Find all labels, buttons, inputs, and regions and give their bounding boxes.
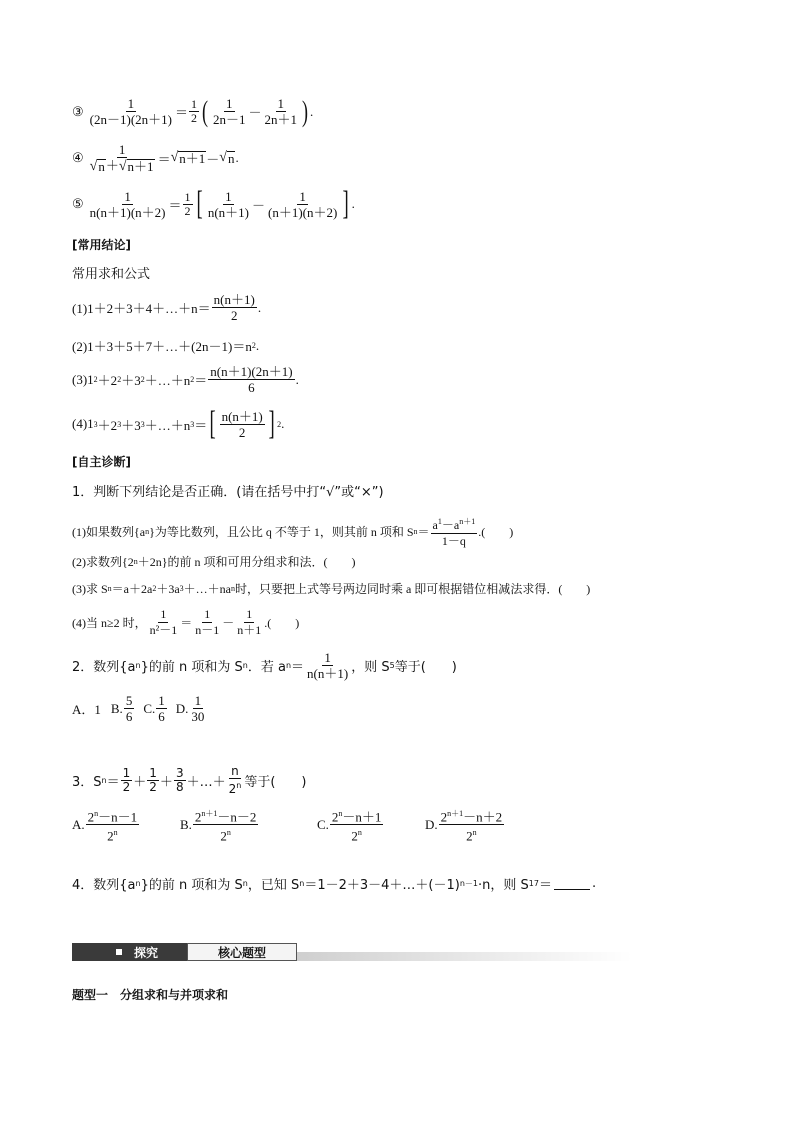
q1-item-2: (2)求数列{2 n ＋2n}的前 n 项和可用分组求和法．( ) bbox=[72, 555, 356, 569]
heading-diagnosis: [自主诊断] bbox=[72, 455, 131, 469]
formula-3: ③ $\frac{1}{(2n-1)(2n+1)}$ ＝ $\frac{1}{2}$ ( $\frac{1}{2n-1}$ － $\frac{1}{2n+1}$ ) . bbox=[72, 94, 314, 128]
question-1-title: 1．判断下列结论是否正确．(请在括号中打“√”或“×”) bbox=[72, 485, 384, 500]
option-c[interactable]: C. $\frac{2^n-n+1}{2^n}$ bbox=[317, 806, 425, 844]
sum-formula-1: (1)1＋2＋3＋4＋…＋n＝ $\frac{n(n+1)}{2}$ . bbox=[72, 292, 262, 323]
question-3: 3．S n ＝ $\frac{1}{2}$ ＋ $\frac{1}{2}$ ＋ $\frac{3}{8}$ ＋…＋ $\frac{n}{2^n}$ 等于( ) bbox=[72, 764, 307, 796]
sum-formula-2: (2)1＋3＋5＋7＋…＋(2n－1)＝n 2 . bbox=[72, 337, 260, 354]
fraction: $\frac{1}{2n+1}$ bbox=[264, 96, 298, 127]
option-c[interactable]: C. $\frac{1}{6}$ bbox=[143, 693, 165, 724]
fraction: $\frac{1}{2}$ bbox=[184, 189, 191, 218]
q1-item-4: (4)当 n≥2 时， $\frac{1}{\text{n²－1}}$ ＝ $\frac{1}{n-1}$ － $\frac{1}{n+1}$ .( ) bbox=[72, 607, 300, 637]
fraction: $\frac{1}{(n+1)(n+2)}$ bbox=[268, 188, 338, 220]
question-2-options bbox=[72, 693, 207, 724]
subtitle-common: 常用求和公式 bbox=[72, 267, 151, 282]
option-b[interactable]: B. $\frac{5}{6}$ bbox=[110, 693, 133, 724]
formula-4: ④ 1 √ n ＋ √ n＋1 ＝ √ n＋1 － √ n . bbox=[72, 142, 239, 174]
option-a[interactable]: A．1 bbox=[72, 702, 101, 717]
sqrt: √ n＋1 bbox=[170, 150, 206, 166]
square-icon bbox=[116, 949, 122, 955]
answer-blank[interactable] bbox=[554, 877, 590, 890]
question-4: 4．数列{a n }的前 n 项和为 S n ，已知 S n ＝1－2＋3－4＋…＋(－1) n－1 ·n，则 S 17 ＝ . bbox=[72, 876, 597, 893]
option-a[interactable]: A. $\frac{2^n-n-1}{2^n}$ bbox=[72, 806, 180, 844]
fraction: $\frac{1}{2n-1}$ bbox=[213, 96, 246, 127]
fraction: 1 √ n ＋ √ n＋1 bbox=[89, 142, 154, 174]
type-1-title: 题型一 分组求和与并项求和 bbox=[72, 988, 229, 1002]
q1-item-1: (1)如果数列{a n }为等比数列，且公比 q 不等于 1，则其前 n 项和 S n ＝ $\frac{a^1-a^{n+1}}{1-q}$ .( ) bbox=[72, 514, 513, 549]
heading-common: [常用结论] bbox=[72, 238, 131, 252]
fraction: $\frac{1}{n(n+1)}$ bbox=[207, 188, 249, 220]
option-d[interactable]: D. $\frac{1}{30}$ bbox=[175, 693, 205, 724]
question-2: 2．数列{a n }的前 n 项和为 S n ．若 a n ＝ $\frac{1}{n(n+1)}$ ，则 S 5 等于( ) bbox=[72, 650, 457, 681]
sum-formula-4: (4)1 3 ＋2 3 ＋3 3 ＋…＋n 3 ＝ [ $\frac{n(n+1)}{2}$ ] 2 . bbox=[72, 405, 285, 442]
fraction: $\frac{1}{n(n+1)(n+2)}$ bbox=[89, 188, 166, 220]
option-d[interactable]: D. $\frac{2^{n+1}-n+2}{2^n}$ bbox=[425, 806, 505, 844]
fraction: $\frac{1}{2}$ bbox=[191, 97, 197, 125]
section-banner: 探究 核心题型 bbox=[72, 943, 632, 961]
q1-item-3: (3)求 S n ＝a＋2a 2 ＋3a 3 ＋…＋na n 时，只要把上式等号两边同时乘 a 即可根据错位相减法求得．( ) bbox=[72, 582, 591, 596]
option-b[interactable]: B. $\frac{2^{n+1}-n-2}{2^n}$ bbox=[180, 806, 317, 844]
sqrt: √ n bbox=[219, 150, 235, 166]
question-3-options bbox=[72, 806, 505, 844]
sum-formula-3: (3)1 2 ＋2 2 ＋3 2 ＋…＋n 2 ＝ $\frac{n(n+1)(2n+1)}{6}$ . bbox=[72, 364, 299, 395]
formula-5: ⑤ $\frac{1}{n(n+1)(n+2)}$ ＝ $\frac{1}{2}$ [ $\frac{1}{n(n+1)}$ － $\frac{1}{(n+1)(n+2)}$ ] . bbox=[72, 185, 355, 222]
fraction: $\frac{1}{(2n-1)(2n+1)}$ bbox=[89, 96, 172, 127]
